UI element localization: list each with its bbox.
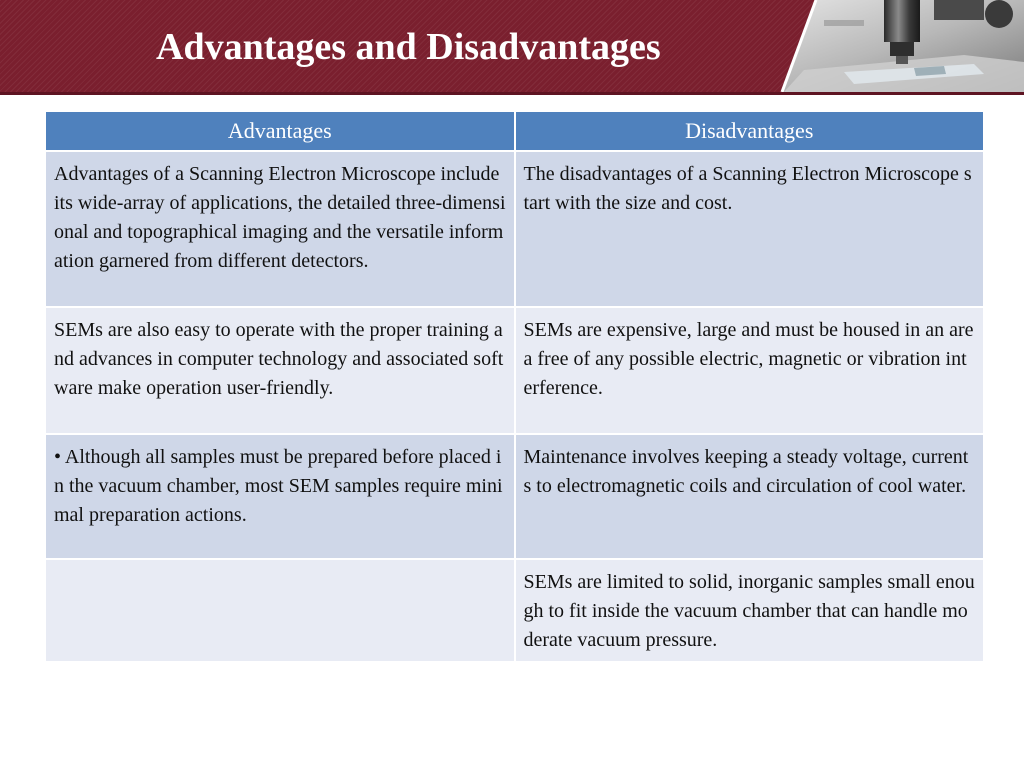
disadvantages-header: Disadvantages: [516, 112, 984, 150]
disadvantage-cell: SEMs are limited to solid, inorganic samples small enough to fit inside the vacuum chamber that can handle moderate vacuum pressure.: [516, 560, 984, 661]
title-banner: [0, 0, 1024, 92]
table-row: [46, 152, 983, 306]
advantage-cell: • Although all samples must be prepared before placed in the vacuum chamber, most SEM samples require minimal preparation actions.: [46, 435, 514, 558]
table-header-row: [46, 112, 983, 150]
disadvantage-cell: Maintenance involves keeping a steady voltage, currents to electromagnetic coils and circulation of cool water.: [516, 435, 984, 558]
table-row: [46, 308, 983, 433]
disadvantage-cell: The disadvantages of a Scanning Electron Microscope start with the size and cost.: [516, 152, 984, 306]
table-row: [46, 435, 983, 558]
comparison-table: [44, 110, 985, 663]
microscope-photo-icon: [764, 0, 1024, 92]
disadvantage-cell: SEMs are expensive, large and must be housed in an area free of any possible electric, magnetic or vibration interference.: [516, 308, 984, 433]
advantage-cell: Advantages of a Scanning Electron Microscope include its wide-array of applications, the detailed three-dimensional and topographical imaging and the versatile information garnered from different detectors.: [46, 152, 514, 306]
advantage-cell: [46, 560, 514, 661]
slide-title: Advantages and Disadvantages: [156, 26, 661, 68]
advantage-cell: SEMs are also easy to operate with the proper training and advances in computer technology and associated software make operation user-friendly.: [46, 308, 514, 433]
title-underline: [0, 92, 1024, 95]
table-row: [46, 560, 983, 661]
advantages-header: Advantages: [46, 112, 514, 150]
